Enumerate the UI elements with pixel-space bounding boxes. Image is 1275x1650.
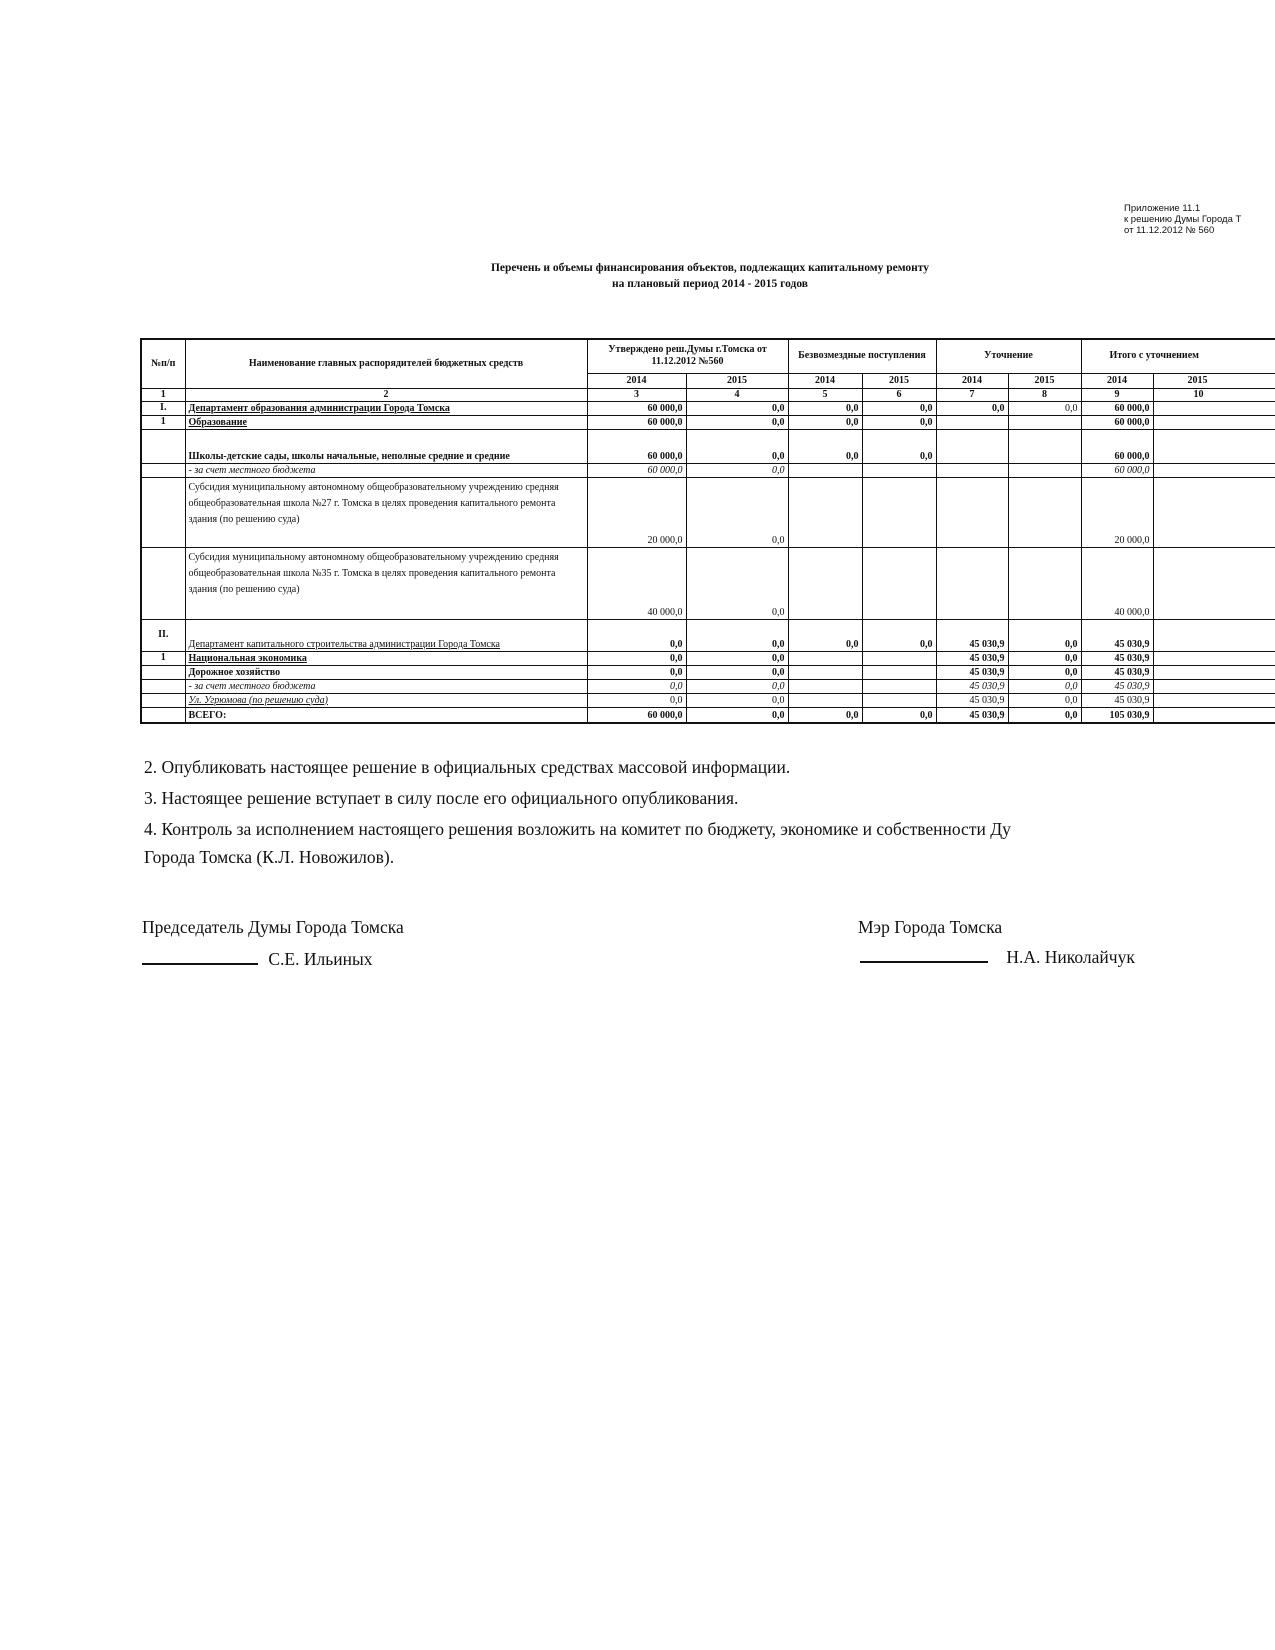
financing-table-wrapper [140, 338, 1275, 724]
cell-value: 60 000,0 [587, 429, 686, 463]
cell-value: 60 000,0 [1081, 463, 1153, 477]
cell-value: 0,0 [587, 619, 686, 651]
appendix-line-2: к решению Думы Города Т [1124, 214, 1242, 225]
header-year: 2015 [862, 373, 936, 388]
header-year: 2014 [1081, 373, 1153, 388]
cell-value [1008, 547, 1081, 619]
row-name: Субсидия муниципальному автономному общеобразовательному учреждению средняя общеобразовательная школа №27 г. Томска в целях проведения капитального ремонта здания (по решению суда) [185, 477, 587, 547]
column-index: 8 [1008, 388, 1081, 401]
cell-value [1008, 415, 1081, 429]
header-year: 2014 [788, 373, 862, 388]
cell-value: 105 030,9 [1081, 707, 1153, 723]
cell-value [862, 463, 936, 477]
cell-value: 0,0 [587, 679, 686, 693]
appendix-note [1124, 203, 1241, 236]
row-name: Ул. Угрюмова (по решению суда) [185, 693, 587, 707]
cell-value: 0,0 [862, 415, 936, 429]
cell-value [788, 679, 862, 693]
header-total: Итого с уточнением [1081, 339, 1275, 373]
row-name: Дорожное хозяйство [185, 665, 587, 679]
cell-value: 0,0 [686, 707, 788, 723]
cell-value: 45 030,9 [936, 651, 1008, 665]
mayor-name: Н.А. Николайчук [1006, 947, 1135, 967]
header-name: Наименование главных распорядителей бюджетных средств [185, 339, 587, 388]
title-line-1: Перечень и объемы финансирования объектов, подлежащих капитальному ремонту [490, 262, 930, 274]
cell-value [788, 477, 862, 547]
table-row [141, 477, 1275, 547]
row-name: - за счет местного бюджета [185, 463, 587, 477]
chairman-title: Председатель Думы Города Томска [142, 917, 404, 937]
cell-value: 45 030,9 [936, 665, 1008, 679]
cell-value: 20 000,0 [587, 477, 686, 547]
cell-value [1153, 547, 1275, 619]
cell-value [1153, 679, 1275, 693]
cell-value: 45 030,9 [936, 679, 1008, 693]
cell-value: 0,0 [587, 693, 686, 707]
cell-value: 0,0 [936, 401, 1008, 415]
table-row [141, 415, 1275, 429]
mayor-title: Мэр Города Томска [858, 917, 1003, 937]
column-index: 10 [1153, 388, 1275, 401]
cell-value [1153, 707, 1275, 723]
cell-value [788, 665, 862, 679]
row-num [141, 477, 185, 547]
cell-value: 0,0 [788, 707, 862, 723]
row-name: Департамент образования администрации Города Томска [185, 401, 587, 415]
mayor-signature [860, 946, 1135, 968]
header-approved: Утверждено реш.Думы г.Томска от 11.12.2012 №560 [587, 339, 788, 373]
header-year: 2015 [686, 373, 788, 388]
chairman-signature [142, 948, 372, 970]
cell-value [862, 651, 936, 665]
cell-value [1153, 415, 1275, 429]
row-num [141, 665, 185, 679]
header-num: №п/п [141, 339, 185, 388]
document-title [380, 260, 1040, 292]
table-row [141, 463, 1275, 477]
cell-value [1008, 477, 1081, 547]
cell-value: 60 000,0 [587, 401, 686, 415]
cell-value [936, 477, 1008, 547]
cell-value [936, 547, 1008, 619]
header-year: 2015 [1153, 373, 1275, 388]
cell-value: 0,0 [1008, 707, 1081, 723]
table-row [141, 693, 1275, 707]
title-line-2: на плановый период 2014 - 2015 годов [611, 278, 809, 290]
signature-line [142, 963, 258, 965]
cell-value [862, 679, 936, 693]
cell-value [788, 693, 862, 707]
row-name: ВСЕГО: [185, 707, 587, 723]
column-index: 2 [185, 388, 587, 401]
cell-value: 60 000,0 [1081, 415, 1153, 429]
appendix-line-3: от 11.12.2012 № 560 [1124, 225, 1215, 236]
table-row-total [141, 707, 1275, 723]
cell-value [862, 665, 936, 679]
cell-value: 0,0 [1008, 665, 1081, 679]
table-row [141, 665, 1275, 679]
cell-value: 45 030,9 [1081, 651, 1153, 665]
header-year: 2014 [587, 373, 686, 388]
row-num: 1 [141, 415, 185, 429]
row-num [141, 463, 185, 477]
cell-value [1153, 693, 1275, 707]
signature-line [860, 961, 988, 963]
cell-value: 0,0 [788, 401, 862, 415]
cell-value: 0,0 [1008, 679, 1081, 693]
cell-value: 0,0 [686, 415, 788, 429]
column-index-row [141, 388, 1275, 401]
cell-value [1153, 401, 1275, 415]
table-row [141, 547, 1275, 619]
row-name: Национальная экономика [185, 651, 587, 665]
cell-value: 20 000,0 [1081, 477, 1153, 547]
table-row [141, 401, 1275, 415]
cell-value [1008, 463, 1081, 477]
row-name: Образование [185, 415, 587, 429]
column-index: 9 [1081, 388, 1153, 401]
row-num [141, 429, 185, 463]
cell-value [788, 547, 862, 619]
row-num: I. [141, 401, 185, 415]
paragraph-4-line-2: Города Томска (К.Л. Новожилов). [144, 847, 395, 867]
row-num [141, 693, 185, 707]
cell-value: 0,0 [686, 693, 788, 707]
paragraph-4-line-1: 4. Контроль за исполнением настоящего решения возложить на комитет по бюджету, экономике и собственности Ду [144, 819, 1011, 839]
cell-value [1153, 665, 1275, 679]
cell-value: 60 000,0 [587, 463, 686, 477]
paragraph-3: 3. Настоящее решение вступает в силу после его официального опубликования. [144, 788, 739, 808]
column-index: 3 [587, 388, 686, 401]
cell-value [788, 463, 862, 477]
cell-value: 0,0 [686, 463, 788, 477]
financing-table [140, 338, 1275, 724]
cell-value: 0,0 [788, 429, 862, 463]
header-free: Безвозмездные поступления [788, 339, 936, 373]
cell-value [1153, 429, 1275, 463]
cell-value [1008, 429, 1081, 463]
cell-value: 40 000,0 [587, 547, 686, 619]
cell-value: 45 030,9 [1081, 693, 1153, 707]
row-name: Департамент капитального строительства администрации Города Томска [185, 619, 587, 651]
header-year: 2015 [1008, 373, 1081, 388]
cell-value: 0,0 [686, 401, 788, 415]
cell-value: 0,0 [1008, 619, 1081, 651]
row-name: Школы-детские сады, школы начальные, неполные средние и средние [185, 429, 587, 463]
cell-value: 0,0 [686, 619, 788, 651]
cell-value: 0,0 [1008, 651, 1081, 665]
row-num [141, 707, 185, 723]
column-index: 5 [788, 388, 862, 401]
cell-value: 0,0 [862, 707, 936, 723]
cell-value: 45 030,9 [1081, 619, 1153, 651]
chairman-name: С.Е. Ильиных [268, 949, 373, 969]
cell-value: 0,0 [686, 679, 788, 693]
cell-value [862, 477, 936, 547]
cell-value: 0,0 [686, 429, 788, 463]
cell-value [1153, 651, 1275, 665]
cell-value [936, 415, 1008, 429]
cell-value: 0,0 [788, 415, 862, 429]
cell-value: 0,0 [686, 547, 788, 619]
cell-value [1153, 477, 1275, 547]
cell-value: 60 000,0 [1081, 401, 1153, 415]
cell-value: 0,0 [1008, 401, 1081, 415]
cell-value: 45 030,9 [1081, 679, 1153, 693]
appendix-line-1: Приложение 11.1 [1124, 203, 1201, 214]
column-index: 4 [686, 388, 788, 401]
cell-value: 60 000,0 [1081, 429, 1153, 463]
row-num: 1 [141, 651, 185, 665]
cell-value: 0,0 [862, 429, 936, 463]
cell-value [788, 651, 862, 665]
row-num: II. [141, 619, 185, 651]
cell-value: 45 030,9 [1081, 665, 1153, 679]
cell-value: 40 000,0 [1081, 547, 1153, 619]
header-row-1 [141, 339, 1275, 373]
cell-value [936, 463, 1008, 477]
cell-value: 60 000,0 [587, 415, 686, 429]
row-num [141, 679, 185, 693]
row-name: - за счет местного бюджета [185, 679, 587, 693]
cell-value [1153, 463, 1275, 477]
cell-value: 0,0 [686, 477, 788, 547]
cell-value: 0,0 [862, 401, 936, 415]
row-name: Субсидия муниципальному автономному общеобразовательному учреждению средняя общеобразовательная школа №35 г. Томска в целях проведения капитального ремонта здания (по решению суда) [185, 547, 587, 619]
cell-value: 0,0 [686, 665, 788, 679]
cell-value: 45 030,9 [936, 693, 1008, 707]
cell-value: 0,0 [862, 619, 936, 651]
cell-value [862, 693, 936, 707]
cell-value: 0,0 [587, 651, 686, 665]
cell-value: 45 030,9 [936, 707, 1008, 723]
row-num [141, 547, 185, 619]
column-index: 6 [862, 388, 936, 401]
column-index: 7 [936, 388, 1008, 401]
cell-value [1153, 619, 1275, 651]
cell-value [936, 429, 1008, 463]
table-row [141, 619, 1275, 651]
cell-value: 60 000,0 [587, 707, 686, 723]
cell-value: 0,0 [686, 651, 788, 665]
cell-value [862, 547, 936, 619]
cell-value: 0,0 [788, 619, 862, 651]
column-index: 1 [141, 388, 185, 401]
table-row [141, 651, 1275, 665]
paragraph-2: 2. Опубликовать настоящее решение в официальных средствах массовой информации. [144, 757, 791, 777]
table-row [141, 679, 1275, 693]
header-refine: Уточнение [936, 339, 1081, 373]
cell-value: 45 030,9 [936, 619, 1008, 651]
table-row [141, 429, 1275, 463]
cell-value: 0,0 [587, 665, 686, 679]
header-year: 2014 [936, 373, 1008, 388]
cell-value: 0,0 [1008, 693, 1081, 707]
